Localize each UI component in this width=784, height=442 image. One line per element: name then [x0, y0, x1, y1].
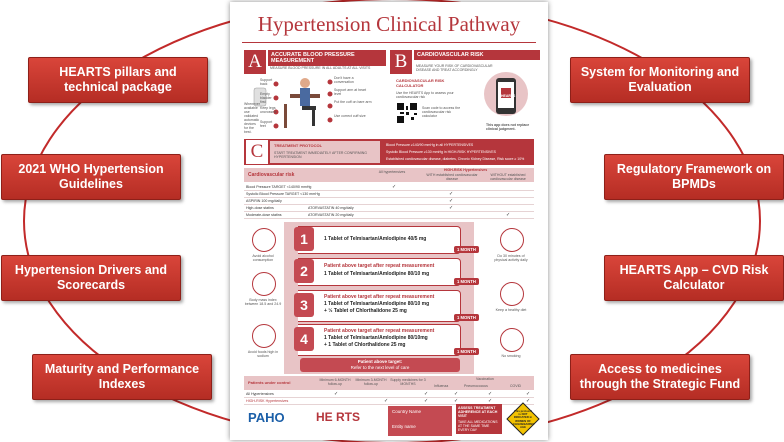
step-lead: Patient above target after repeat measurement — [324, 294, 435, 300]
node-regulatory-framework: Regulatory Framework on BPMDs — [604, 154, 784, 200]
no-smoking-icon — [500, 328, 524, 352]
bp-label-cuff-bare-arm: Put the cuff on bare arm — [334, 100, 372, 104]
step-line-2: + ½ Tablet of Chlorthalidone 25 mg — [324, 308, 407, 314]
step-line-2: + 1 Tablet of Chlorthalidone 25 mg — [324, 342, 406, 348]
check-mark: ✓ — [384, 398, 389, 404]
node-hearts-app: HEARTS App – CVD Risk Calculator — [604, 255, 784, 301]
control-col: Pneumococcus — [464, 384, 488, 388]
bp-label-support-back: Support back — [260, 78, 273, 86]
vaccination-label: Vaccination — [476, 377, 494, 381]
control-col: Supply medicines for 3 MONTHS — [390, 378, 426, 386]
risk-row — [244, 191, 534, 198]
lifestyle-label: Keep a healthy diet — [495, 308, 527, 312]
section-a-letter: A — [244, 50, 266, 74]
check-mark: ✓ — [424, 398, 429, 404]
control-col: Influenza — [434, 384, 449, 388]
adherence-box — [456, 404, 502, 434]
refer-line-1: Patient above target: — [357, 359, 403, 364]
risk-row — [244, 212, 534, 219]
control-row — [244, 391, 534, 398]
check-mark: ✓ — [454, 391, 459, 397]
title-divider — [242, 42, 536, 43]
app-disclaimer: This app does not replace clinical judgment. — [486, 123, 530, 131]
diagnosis-line-1: Blood Pressure ≥140/90 mmHg in all HYPERTENSIVES — [386, 143, 474, 147]
risk-col-high: HIGH-RISK Hypertensives — [444, 168, 488, 172]
risk-row-note: ATORVASTATIN 20 mg/daily — [308, 213, 354, 217]
risk-row-label: Systolic Blood Pressure TARGET <130 mmHg — [246, 192, 320, 196]
risk-row — [244, 198, 534, 205]
country-name: Country Name — [392, 409, 422, 414]
control-col: Minimum 3-MONTH follow-up — [355, 378, 387, 386]
hearts-logo: HE RTS — [316, 410, 361, 424]
check-mark: ✓ — [392, 184, 397, 190]
month-badge: 1 MONTH — [454, 314, 479, 321]
check-mark: ✓ — [506, 212, 511, 218]
month-badge: 1 MONTH — [454, 246, 479, 253]
lifestyle-label: Do 30 minutes of physical activity daily — [494, 254, 528, 263]
low-sodium-icon — [252, 324, 276, 348]
step-line-1: 1 Tablet of Telmisartan/Amlodipine 80/10 mg — [324, 301, 430, 307]
step-line-1: 1 Tablet of Telmisartan/Amlodipine 80/10 mg — [324, 271, 430, 277]
check-mark: ✓ — [526, 398, 531, 404]
check-mark: ✓ — [526, 391, 531, 397]
bp-label-support-feet: Support feet — [260, 120, 273, 128]
country-box — [388, 406, 452, 436]
check-mark: ✓ — [334, 391, 339, 397]
risk-calculator-text: Use the HEARTS App to assess your cardiovascular risk — [396, 91, 454, 99]
section-b-letter: B — [390, 50, 412, 74]
step-number: 1 — [294, 227, 314, 251]
risk-col-all: All hypertensives — [378, 170, 406, 174]
check-mark: ✓ — [449, 205, 454, 211]
risk-col-without: WITHOUT established cardiovascular disease — [490, 173, 526, 181]
risk-row — [244, 184, 534, 191]
lifestyle-label: Avoid foods high in sodium — [247, 350, 279, 359]
risk-col-with: WITH established cardiovascular disease — [426, 173, 478, 181]
risk-row-label: Blood Pressure TARGET <140/90 mmHg — [246, 185, 312, 189]
no-alcohol-icon — [252, 228, 276, 252]
step-line-1: 1 Tablet of Telmisartan/Amlodipine 40/5 mg — [324, 236, 427, 242]
entity-name: Entity name — [392, 424, 416, 429]
adherence-text: ASSESS TREATMENT ADHERENCE AT EACH VISIT — [458, 406, 498, 418]
check-mark: ✓ — [449, 191, 454, 197]
node-monitoring-system: System for Monitoring and Evaluation — [570, 57, 750, 103]
clinical-pathway-poster — [230, 2, 548, 440]
section-b-subheading: MEASURE YOUR RISK OF CARDIOVASCULAR DISEASE AND TREAT ACCORDINGLY — [416, 64, 493, 72]
step-lead: Patient above target after repeat measurement — [324, 263, 435, 269]
treatment-step — [298, 290, 461, 322]
bp-label-no-conversation: Don't have a conversation — [334, 76, 354, 84]
section-b-heading: CARDIOVASCULAR RISK — [414, 50, 540, 60]
check-mark: ✓ — [488, 398, 493, 404]
month-badge: 1 MONTH — [454, 348, 479, 355]
treatment-step — [298, 226, 461, 254]
warning-text: This protocol is NOT INDICATED in WOMEN OF CHILDBEARING AGE — [513, 409, 535, 430]
control-col: Minimum 6-MONTH follow-up — [319, 378, 351, 386]
risk-table-title: Cardiovascular risk — [248, 172, 295, 178]
treatment-step — [298, 324, 461, 356]
step-lead: Patient above target after repeat measurement — [324, 328, 435, 334]
section-a-subheading: MEASURE BLOOD PRESSURE IN ALL ADULTS AT ALL VISITS — [270, 66, 371, 70]
check-mark: ✓ — [449, 198, 454, 204]
bp-device-note: Whenever available use validated automatic devices for the best. — [244, 102, 260, 134]
lifestyle-label: Body mass index between 18.5 and 24.9 — [244, 298, 282, 307]
risk-row-label: High-dose statins — [246, 206, 274, 210]
section-c-subheading: START TREATMENT IMMEDIATELY AFTER CONFIRMING HYPERTENSION — [274, 151, 367, 159]
section-c-heading: TREATMENT PROTOCOL — [274, 143, 323, 148]
risk-calculator-title: CARDIOVASCULAR RISK CALCULATOR — [396, 78, 445, 88]
refer-box — [300, 358, 460, 372]
body-mass-icon — [252, 272, 276, 296]
step-line-1: 1 Tablet of Telmisartan/Amlodipine 80/10mg — [324, 335, 428, 341]
paho-logo: PAHO — [248, 410, 285, 425]
bp-label-empty-bladder: Empty bladder first — [260, 92, 272, 104]
risk-row-label: ASPIRIN 100 mg/daily — [246, 199, 282, 203]
check-mark: ✓ — [454, 398, 459, 404]
physical-activity-icon — [500, 228, 524, 252]
step-number: 3 — [294, 293, 314, 317]
section-a-heading: ACCURATE BLOOD PRESSURE MEASUREMENT — [268, 50, 386, 66]
poster-title: Hypertension Clinical Pathway — [257, 12, 521, 36]
node-who-guidelines: 2021 WHO Hypertension Guidelines — [1, 154, 181, 200]
control-table-title: Patients under control — [248, 380, 291, 385]
risk-row — [244, 205, 534, 212]
medication-timing-text: TAKE ALL MEDICATIONS AT THE SAME TIME EVERY DAY — [458, 420, 498, 432]
phone-app-label: HEARTS — [501, 94, 516, 98]
month-badge: 1 MONTH — [454, 278, 479, 285]
refer-line-2: Refer to the next level of care — [350, 365, 410, 370]
risk-row-note: ATORVASTATIN 40 mg/daily — [308, 206, 354, 210]
check-mark: ✓ — [488, 391, 493, 397]
healthy-diet-icon — [500, 282, 524, 306]
risk-row-label: Moderate-dose statins — [246, 213, 282, 217]
lifestyle-label: Avoid alcohol consumption — [252, 254, 274, 263]
step-number: 4 — [294, 327, 314, 351]
bp-label-arm-heart-level: Support arm at heart level — [334, 88, 367, 96]
control-row-label: HIGH-RISK Hypertensives — [246, 399, 289, 403]
check-mark: ✓ — [424, 391, 429, 397]
control-col: COVID — [510, 384, 522, 388]
step-number: 2 — [294, 259, 314, 283]
control-row-label: All Hypertensives — [246, 392, 274, 396]
bp-label-cuff-size: Use correct cuff size — [334, 114, 366, 118]
diagnosis-line-3: Established cardiovascular disease, diabetes, Chronic Kidney Disease, Risk score ≥ 10% — [386, 157, 525, 161]
node-hearts-pillars: HEARTS pillars and technical package — [28, 57, 208, 103]
treatment-step — [298, 258, 461, 286]
section-c-letter: C — [246, 140, 268, 164]
node-access-medicines: Access to medicines through the Strategic Fund — [570, 354, 750, 400]
qr-code — [396, 102, 418, 124]
bp-label-legs-uncrossed: Keep legs uncrossed — [260, 106, 277, 114]
node-maturity-indexes: Maturity and Performance Indexes — [32, 354, 212, 400]
diagnosis-line-2: Systolic Blood Pressure ≥130 mmHg in HIGH-RISK HYPERTENSIVES — [386, 150, 497, 154]
lifestyle-label: No smoking — [501, 354, 521, 358]
node-drivers-scorecards: Hypertension Drivers and Scorecards — [1, 255, 181, 301]
qr-scan-text: Scan code to access the cardiovascular risk calculator — [422, 106, 461, 118]
